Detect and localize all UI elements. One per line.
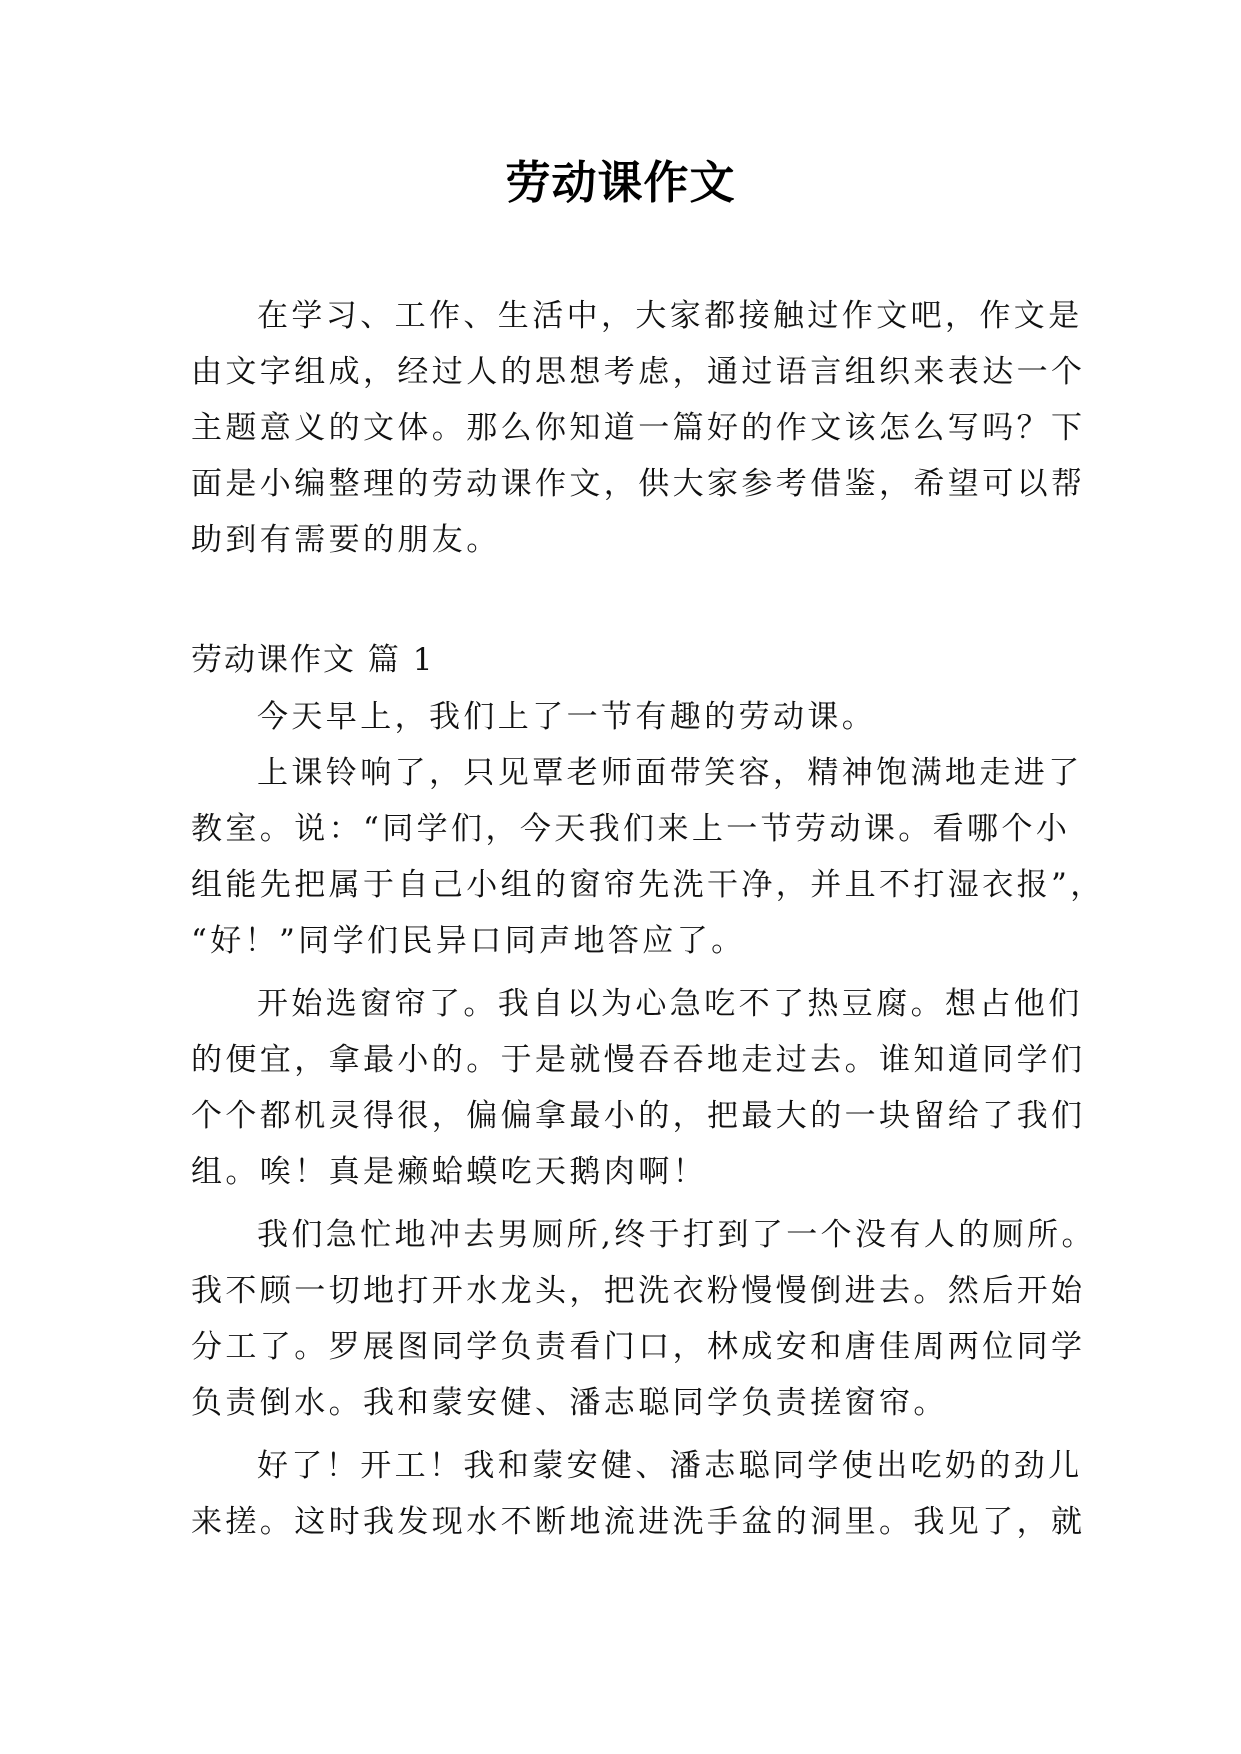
body-line: 面是小编整理的劳动课作文，供大家参考借鉴，希望可以帮	[191, 466, 1086, 502]
body-line: 来搓。这时我发现水不断地流进洗手盆的洞里。我见了，就	[191, 1504, 1086, 1540]
body-line: 我们急忙地冲去男厕所,终于打到了一个没有人的厕所。	[257, 1217, 1096, 1253]
body-line: 我不顾一切地打开水龙头，把洗衣粉慢慢倒进去。然后开始	[191, 1273, 1086, 1309]
body-line: 组能先把属于自己小组的窗帘先洗干净，并且不打湿衣报”，	[191, 867, 1105, 903]
page-title: 劳动课作文	[505, 156, 736, 209]
body-line: 个个都机灵得很，偏偏拿最小的，把最大的一块留给了我们	[191, 1098, 1086, 1134]
body-line: 组。唉！真是癞蛤蟆吃天鹅肉啊！	[191, 1154, 707, 1190]
body-line: 的便宜，拿最小的。于是就慢吞吞地走过去。谁知道同学们	[191, 1042, 1086, 1078]
body-line: 分工了。罗展图同学负责看门口，林成安和唐佳周两位同学	[191, 1329, 1086, 1365]
body-line: 由文字组成，经过人的思想考虑，通过语言组织来表达一个	[191, 354, 1086, 390]
body-line: “好！”同学们民异口同声地答应了。	[191, 923, 746, 959]
body-line: 教室。说：“同学们，今天我们来上一节劳动课。看哪个小	[191, 811, 1071, 847]
body-line: 主题意义的文体。那么你知道一篇好的作文该怎么写吗？下	[191, 410, 1086, 446]
body-line: 今天早上，我们上了一节有趣的劳动课。	[257, 699, 877, 735]
body-line: 助到有需要的朋友。	[191, 522, 501, 558]
body-line: 上课铃响了，只见覃老师面带笑容，精神饱满地走进了	[257, 755, 1083, 791]
section-heading: 劳动课作文 篇 1	[191, 642, 435, 678]
body-line: 负责倒水。我和蒙安健、潘志聪同学负责搓窗帘。	[191, 1385, 948, 1421]
body-line: 开始选窗帘了。我自以为心急吃不了热豆腐。想占他们	[257, 986, 1083, 1022]
body-line: 在学习、工作、生活中，大家都接触过作文吧，作文是	[257, 298, 1083, 334]
body-line: 好了！开工！我和蒙安健、潘志聪同学使出吃奶的劲儿	[257, 1448, 1083, 1484]
